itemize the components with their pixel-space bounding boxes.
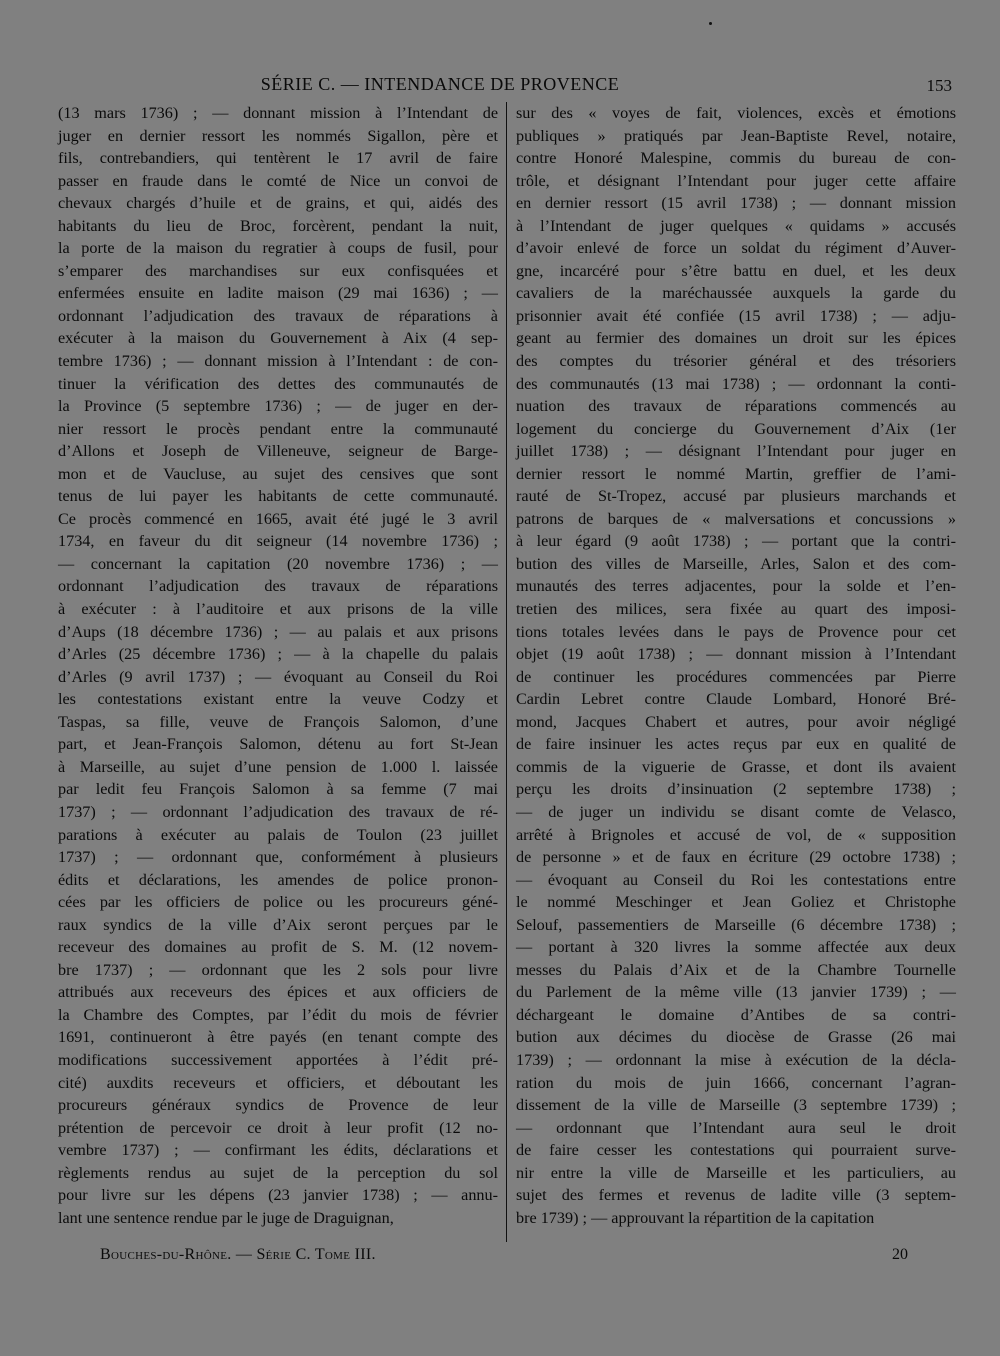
text-line: — ordonnant que l’Intendant aura seul le droit [516, 1118, 956, 1137]
text-line: tembre 1736) ; — donnant mission à l’Intendant : de con- [58, 352, 498, 371]
text-line: cavaliers de la maréchaussée auxquels la garde du [516, 284, 956, 303]
text-line: raux syndics de la ville d’Aix seront perçues par le [58, 915, 498, 934]
text-line: à Marseille, au sujet d’une pension de 1.000 l. laissée [58, 757, 498, 776]
header-title: SÉRIE C. — INTENDANCE DE PROVENCE [260, 74, 620, 94]
text-line: la porte de la maison du regratier à coups de fusil, pour [58, 239, 498, 258]
text-line: rauté de St-Tropez, accusé par plusieurs marchands et [516, 487, 956, 506]
text-line: 1737) ; — ordonnant l’adjudication des travaux de ré- [58, 802, 498, 821]
text-line: geant au fermier des domaines un droit sur les épices [516, 329, 956, 348]
text-line: du Parlement de la même ville (13 janvier 1739) ; — [516, 983, 956, 1002]
text-line: de continuer les procédures commencées par Pierre [516, 667, 956, 686]
text-line: dernier ressort le nommé Martin, greffier de l’ami- [516, 464, 956, 483]
text-line: arrêté à Brignoles et accusé de vol, de « supposition [516, 825, 956, 844]
text-line: — concernant la capitation (20 novembre 1736) ; — [58, 554, 498, 573]
text-line: lant une sentence rendue par le juge de Draguignan, [58, 1208, 394, 1227]
text-line: d’Arles (9 avril 1737) ; — évoquant au Conseil du Roi [58, 667, 498, 686]
text-line: d’Allons et Joseph de Villeneuve, seigneur de Barge- [58, 442, 498, 461]
text-line: ordonnant l’adjudication des travaux de réparations à [58, 306, 498, 325]
text-line: objet (19 août 1738) ; — donnant mission à l’Intendant [516, 645, 956, 664]
text-line: d’avoir enlevé de force un soldat du régiment d’Auver- [516, 239, 956, 258]
text-line: Ce procès commencé en 1665, avait été jugé le 3 avril [58, 509, 498, 528]
text-line: à l’Intendant de juger quelques « quidams » accusés [516, 216, 956, 235]
text-line: de personne » et de faux en écriture (29 octobre 1738) ; [516, 848, 956, 867]
right-column [516, 102, 956, 1229]
text-line: bre 1737) ; — ordonnant que les 2 sols pour livre [58, 960, 498, 979]
text-line: déchargeant le domaine d’Antibes de sa contri- [516, 1005, 956, 1024]
text-line: règlements rendus au sujet de la perception du sol [58, 1163, 498, 1182]
text-line: s’emparer des marchandises sur eux confisquées et [58, 261, 498, 280]
text-line: édits et déclarations, les amendes de police pronon- [58, 870, 498, 889]
text-line: sur des « voyes de fait, violences, excès et émotions [516, 104, 956, 122]
text-line: logement du concierge du Gouvernement d’Aix (1er [516, 419, 956, 438]
text-line: receveur des domaines au profit de S. M. (12 novem- [58, 938, 498, 957]
text-line: (13 mars 1736) ; — donnant mission à l’Intendant de [58, 104, 498, 122]
text-line: des comptes du trésorier général et des trésoriers [516, 352, 956, 371]
text-line: par ledit feu François Salomon à sa femme (7 mai [58, 780, 498, 799]
text-line: tretien des milices, sera fixée au quart des imposi- [516, 600, 956, 619]
text-line: pour livre sur les dépens (23 janvier 1738) ; — annu- [58, 1186, 498, 1205]
text-line: passer en fraude dans le comté de Nice un convoi de [58, 171, 498, 190]
text-line: contre Honoré Malespine, commis du bureau de con- [516, 149, 956, 168]
text-line: 1737) ; — ordonnant que, conformément à plusieurs [58, 848, 498, 867]
text-line: juger en dernier ressort les nommés Sigallon, père et [58, 126, 498, 145]
text-line: ordonnant l’adjudication des travaux de réparations [58, 577, 498, 596]
text-line: dissement de la ville de Marseille (3 septembre 1739) ; [516, 1096, 956, 1115]
text-line: 1734, en faveur du dit seigneur (14 novembre 1736) ; [58, 532, 498, 551]
text-line: publiques » pratiqués par Jean-Baptiste Revel, notaire, [516, 126, 956, 145]
text-line: fils, contrebandiers, qui tentèrent le 17 avril de faire [58, 149, 498, 168]
text-line: munautés des terres adjacentes, pour la solde et l’en- [516, 577, 956, 596]
text-line: Cardin Lebret contre Claude Lombard, Honoré Bré- [516, 690, 956, 709]
text-line: bre 1739) ; — approuvant la répartition de la capitation [516, 1208, 875, 1227]
text-line: mon et de Vaucluse, au sujet des censives que sont [58, 464, 498, 483]
text-line: patrons de barques de « malversations et concussions » [516, 509, 956, 528]
text-line: tenus de lui payer les habitants de cette communauté. [58, 487, 498, 506]
text-line: nir entre la ville de Marseille et les particuliers, au [516, 1163, 956, 1182]
footer-sheet-number: 20 [892, 1246, 908, 1263]
text-line: enfermées ensuite en ladite maison (29 mai 1636) ; — [58, 284, 498, 303]
footer-signature: Bouches-du-Rhône. — Série C. Tome III. [100, 1246, 376, 1263]
print-speck [709, 22, 712, 25]
text-line: juillet 1738) ; — désignant l’Intendant pour juger en [516, 442, 956, 461]
text-line: trôle, et désignant l’Intendant pour juger cette affaire [516, 171, 956, 190]
text-line: Selouf, passementiers de Marseille (6 décembre 1738) ; [516, 915, 956, 934]
text-line: tions totales levées dans le pays de Provence pour cet [516, 622, 956, 641]
text-line: modifications successivement apportées à l’édit pré- [58, 1050, 498, 1069]
text-line: gne, incarcéré pour s’être battu en duel, et les deux [516, 261, 956, 280]
text-line: Taspas, sa fille, veuve de François Salomon, d’une [58, 712, 498, 731]
text-line: attribués aux receveurs des épices et aux officiers de [58, 983, 498, 1002]
text-line: commis de la viguerie de Grasse, et dont ils avaient [516, 757, 956, 776]
text-line: d’Arles (25 décembre 1736) ; — à la chapelle du palais [58, 645, 498, 664]
text-line: en dernier ressort (15 avril 1738) ; — donnant mission [516, 194, 956, 213]
text-line: exécuter à la maison du Gouvernement à Aix (4 sep- [58, 329, 498, 348]
text-line: nuation des travaux de réparations commencés au [516, 397, 956, 416]
text-line: les contestations existant entre la veuve Codzy et [58, 690, 498, 709]
column-divider [506, 102, 507, 1242]
text-line: vembre 1737) ; — confirmant les édits, déclarations et [58, 1141, 498, 1160]
text-line: bution aux décimes du diocèse de Grasse (26 mai [516, 1028, 956, 1047]
text-line: sujet des fermes et revenus de ladite ville (3 septem- [516, 1186, 956, 1205]
text-line: cées par les officiers de police ou les procureurs géné- [58, 893, 498, 912]
text-line: de faire cesser les contestations qui pourraient surve- [516, 1141, 956, 1160]
text-line: nier ressort le procès pendant entre la communauté [58, 419, 498, 438]
text-line: le nommé Meschinger et Jean Goliez et Christophe [516, 893, 956, 912]
text-line: 1691, continueront à être payés (en tenant compte des [58, 1028, 498, 1047]
text-line: — portant à 320 livres la somme affectée aux deux [516, 938, 956, 957]
text-line: d’Aups (18 décembre 1736) ; — au palais et aux prisons [58, 622, 498, 641]
text-line: messes du Palais d’Aix et de la Chambre Tournelle [516, 960, 956, 979]
text-line: bution des villes de Marseille, Arles, Salon et des com- [516, 554, 956, 573]
left-column [58, 102, 498, 1229]
text-line: 1739) ; — ordonnant la mise à exécution de la décla- [516, 1050, 956, 1069]
text-line: prétention de percevoir ce droit à leur profit (12 no- [58, 1118, 498, 1137]
page-footer [100, 1246, 920, 1268]
text-line: la Province (5 septembre 1736) ; — de juger en der- [58, 397, 498, 416]
page-number: 153 [926, 76, 952, 95]
text-line: cité) auxdits receveurs et officiers, et déboutant les [58, 1073, 498, 1092]
text-line: part, et Jean-François Salomon, détenu au fort St-Jean [58, 735, 498, 754]
text-line: habitants du lieu de Broc, forcèrent, pendant la nuit, [58, 216, 498, 235]
text-line: à exécuter : à l’auditoire et aux prisons de la ville [58, 600, 498, 619]
text-line: perçu les droits d’insinuation (2 septembre 1738) ; [516, 780, 956, 799]
text-line: prisonnier avait été confiée (15 avril 1738) ; — adju- [516, 306, 956, 325]
text-line: tinuer la vérification des dettes des communautés de [58, 374, 498, 393]
text-line: — de juger un individu se disant comte de Velasco, [516, 802, 956, 821]
text-line: mond, Jacques Chabert et autres, pour avoir négligé [516, 712, 956, 731]
text-line: des communautés (13 mai 1738) ; — ordonnant la conti- [516, 374, 956, 393]
running-header [60, 74, 960, 98]
text-line: — évoquant au Conseil du Roi les contestations entre [516, 870, 956, 889]
text-line: parations à exécuter au palais de Toulon (23 juillet [58, 825, 498, 844]
text-line: la Chambre des Comptes, par l’édit du mois de février [58, 1005, 498, 1024]
text-line: ration du mois de juin 1666, concernant l’agran- [516, 1073, 956, 1092]
text-line: procureurs généraux syndics de Provence de leur [58, 1096, 498, 1115]
text-line: chevaux chargés d’huile et de grains, et qui, aidés des [58, 194, 498, 213]
text-line: de faire insinuer les actes reçus par eux en qualité de [516, 735, 956, 754]
text-line: à leur égard (9 août 1738) ; — portant que la contri- [516, 532, 956, 551]
